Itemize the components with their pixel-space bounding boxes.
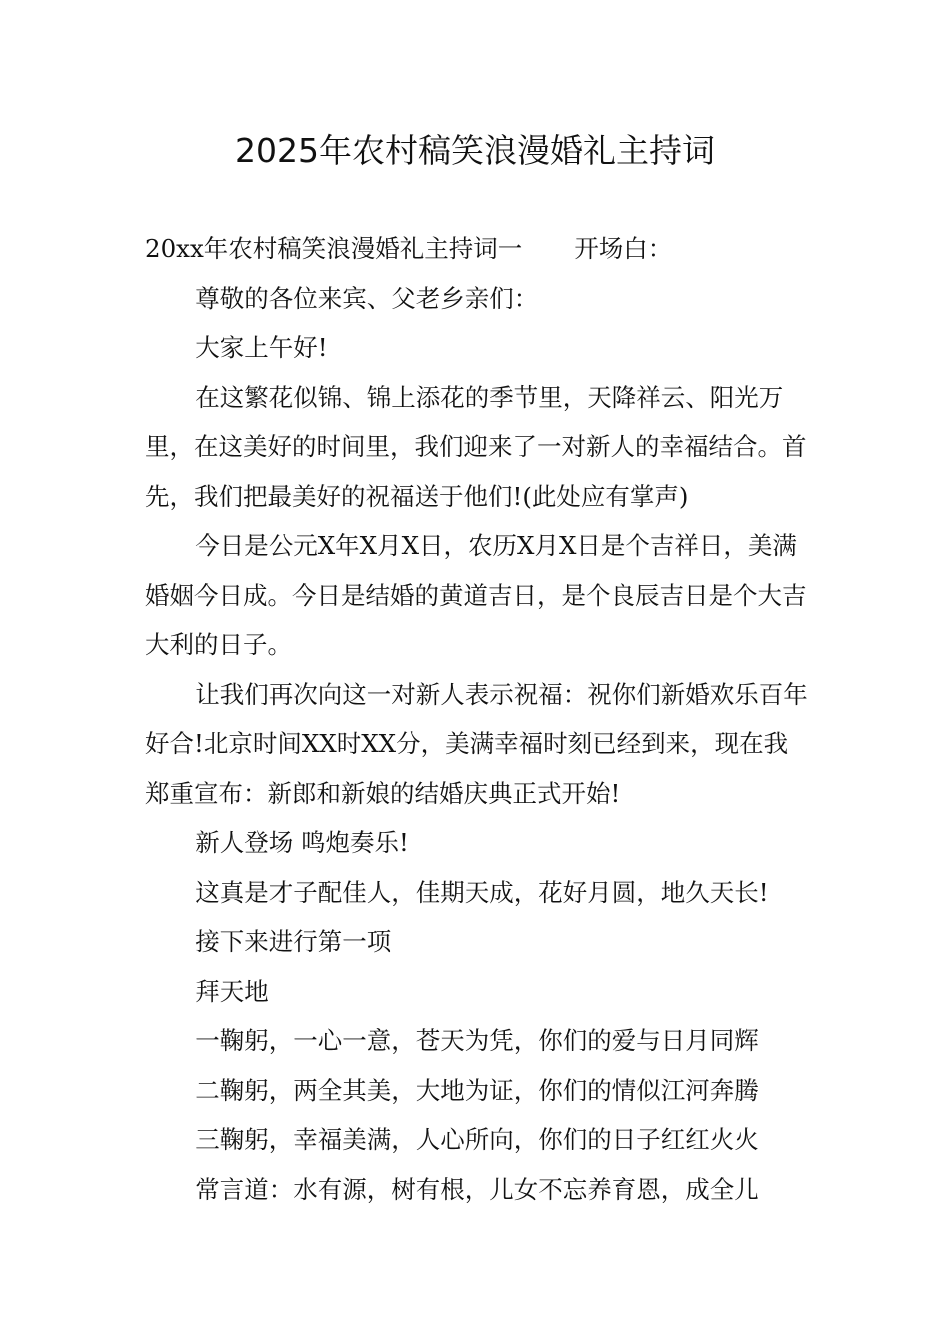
paragraph-greeting: 尊敬的各位来宾、父老乡亲们：: [195, 283, 539, 313]
paragraph-hello: 大家上午好!: [195, 333, 328, 362]
paragraph-bow-three: 三鞠躬，幸福美满，人心所向，你们的日子红红火火: [195, 1125, 759, 1154]
paragraph-entrance: 新人登场 鸣炮奏乐!: [195, 828, 409, 857]
intro-line: [145, 224, 810, 274]
paragraph-announcement: 让我们再次向这一对新人表示祝福：祝你们新婚欢乐百年好合!北京时间XX时XX分，美满幸福时刻已经到来，现在我郑重宣布：新郎和新娘的结婚庆典正式开始!: [145, 679, 808, 808]
document-body: [145, 224, 810, 1214]
paragraph-bow-heading: 拜天地: [195, 976, 269, 1006]
document-title: 2025年农村稿笑浪漫婚礼主持词: [235, 131, 715, 170]
intro-heading: 20xx年农村稿笑浪漫婚礼主持词一: [145, 234, 523, 263]
paragraph-next-item: 接下来进行第一项: [195, 927, 392, 956]
paragraph-saying: 常言道：水有源，树有根，儿女不忘养育恩，成全儿: [195, 1174, 759, 1204]
paragraph-blessing: 这真是才子配佳人，佳期天成，花好月圆，地久天长!: [195, 877, 769, 907]
paragraph-season: 在这繁花似锦、锦上添花的季节里，天降祥云、阳光万里，在这美好的时间里，我们迎来了一对新人的幸福结合。首先，我们把最美好的祝福送于他们!(此处应有掌声): [145, 382, 807, 511]
paragraph-bow-one: 一鞠躬，一心一意，苍天为凭，你们的爱与日月同辉: [195, 1026, 759, 1055]
paragraph-date: 今日是公元X年X月X日，农历X月X日是个吉祥日，美满婚姻今日成。今日是结婚的黄道吉日，是个良辰吉日是个大吉大利的日子。: [145, 531, 807, 659]
paragraph-bow-two: 二鞠躬，两全其美，大地为证，你们的情似江河奔腾: [195, 1075, 759, 1105]
intro-label: 开场白：: [574, 234, 673, 263]
